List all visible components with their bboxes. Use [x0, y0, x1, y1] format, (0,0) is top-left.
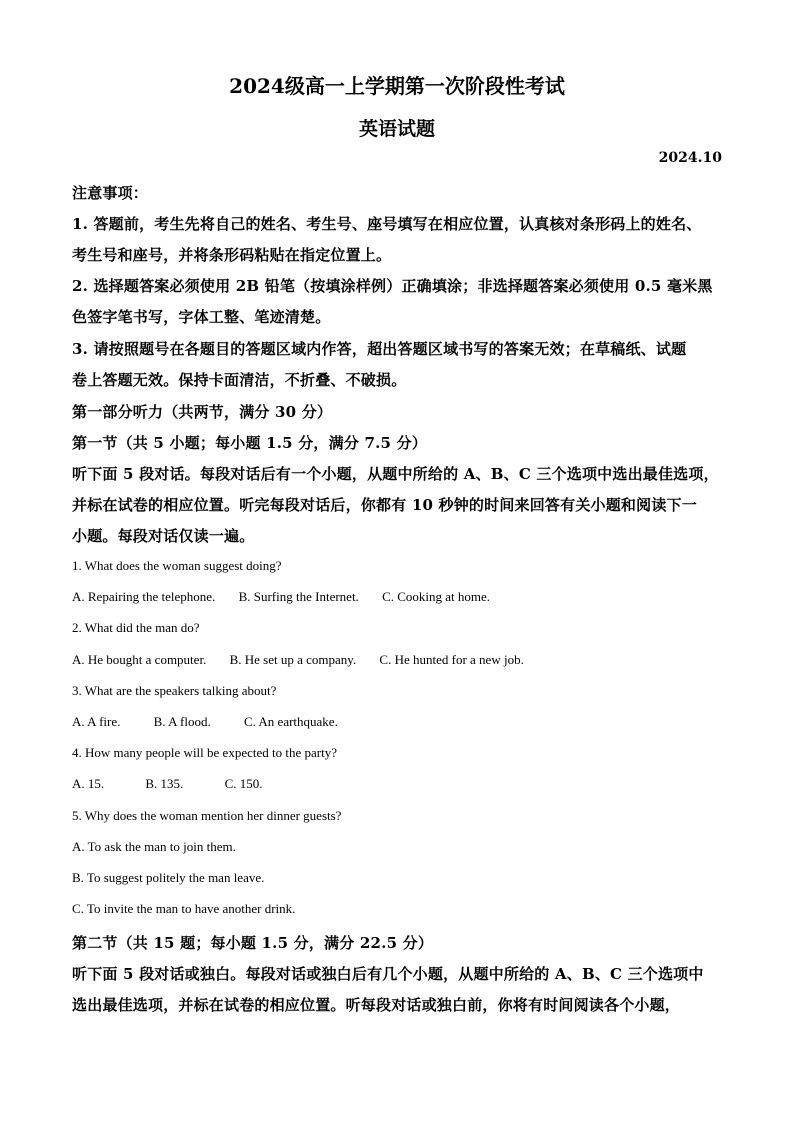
- option-c: C. An earthquake.: [243, 714, 338, 729]
- option-c: C. Cooking at home.: [382, 589, 491, 604]
- notice-line: 1. 答题前，考生先将自己的姓名、考生号、座号填写在相应位置，认真核对条形码上的姓名、: [72, 215, 702, 233]
- question-stem: 1. What does the woman suggest doing?: [72, 558, 282, 573]
- question-stem: 5. Why does the woman mention her dinner guests?: [72, 808, 342, 823]
- question-stem: 2. What did the man do?: [72, 620, 200, 635]
- section2-instruction: 选出最佳选项，并标在试卷的相应位置。听每段对话或独白前，你将有时间阅读各个小题，: [72, 996, 681, 1014]
- option-b: B. A flood.: [153, 714, 211, 729]
- question-options: [72, 589, 732, 605]
- exam-title: 2024级高一上学期第一次阶段性考试: [229, 74, 565, 98]
- option-b: B. 135.: [145, 776, 184, 791]
- notice-line: 色签字笔书写，字体工整、笔迹清楚。: [72, 308, 331, 326]
- question-options: [72, 714, 732, 730]
- option-b: B. To suggest politely the man leave.: [72, 870, 265, 885]
- section1-instruction: 小题。每段对话仅读一遍。: [72, 527, 255, 545]
- notice-line: 3. 请按照题号在各题目的答题区域内作答，超出答题区域书写的答案无效；在草稿纸、试题: [72, 340, 687, 358]
- section1-instruction: 听下面 5 段对话。每段对话后有一个小题，从题中所给的 A、B、C 三个选项中选出最佳选项，: [72, 465, 719, 483]
- option-c: C. He hunted for a new job.: [379, 652, 524, 667]
- option-a: A. He bought a computer.: [72, 652, 207, 667]
- question-stem: 4. How many people will be expected to the party?: [72, 745, 337, 760]
- part1-heading: 第一部分听力（共两节，满分 30 分）: [72, 403, 333, 421]
- question-stem: 3. What are the speakers talking about?: [72, 683, 277, 698]
- question-options: [72, 776, 732, 792]
- option-c: C. To invite the man to have another drink.: [72, 901, 296, 916]
- notice-line: 2. 选择题答案必须使用 2B 铅笔（按填涂样例）正确填涂；非选择题答案必须使用 0.5 毫米黑: [72, 277, 713, 295]
- section2-instruction: 听下面 5 段对话或独白。每段对话或独白后有几个小题，从题中所给的 A、B、C 三个选项中: [72, 965, 704, 983]
- section1-heading: 第一节（共 5 小题；每小题 1.5 分，满分 7.5 分）: [72, 434, 427, 452]
- section2-heading: 第二节（共 15 题；每小题 1.5 分，满分 22.5 分）: [72, 934, 434, 952]
- exam-date: 2024.10: [658, 150, 722, 166]
- question-options: [72, 652, 732, 668]
- option-a: A. A fire.: [72, 714, 121, 729]
- section1-instruction: 并标在试卷的相应位置。听完每段对话后，你都有 10 秒钟的时间来回答有关小题和阅读下一: [72, 496, 697, 514]
- notice-line: 考生号和座号，并将条形码粘贴在指定位置上。: [72, 246, 392, 264]
- exam-subject: 英语试题: [358, 118, 435, 140]
- option-a: A. Repairing the telephone.: [72, 589, 216, 604]
- option-a: A. To ask the man to join them.: [72, 839, 236, 854]
- option-a: A. 15.: [72, 776, 105, 791]
- option-c: C. 150.: [224, 776, 263, 791]
- option-b: B. He set up a company.: [229, 652, 357, 667]
- notice-line: 卷上答题无效。保持卡面清洁，不折叠、不破损。: [72, 371, 407, 389]
- notice-heading: 注意事项：: [72, 184, 149, 202]
- option-b: B. Surfing the Internet.: [238, 589, 359, 604]
